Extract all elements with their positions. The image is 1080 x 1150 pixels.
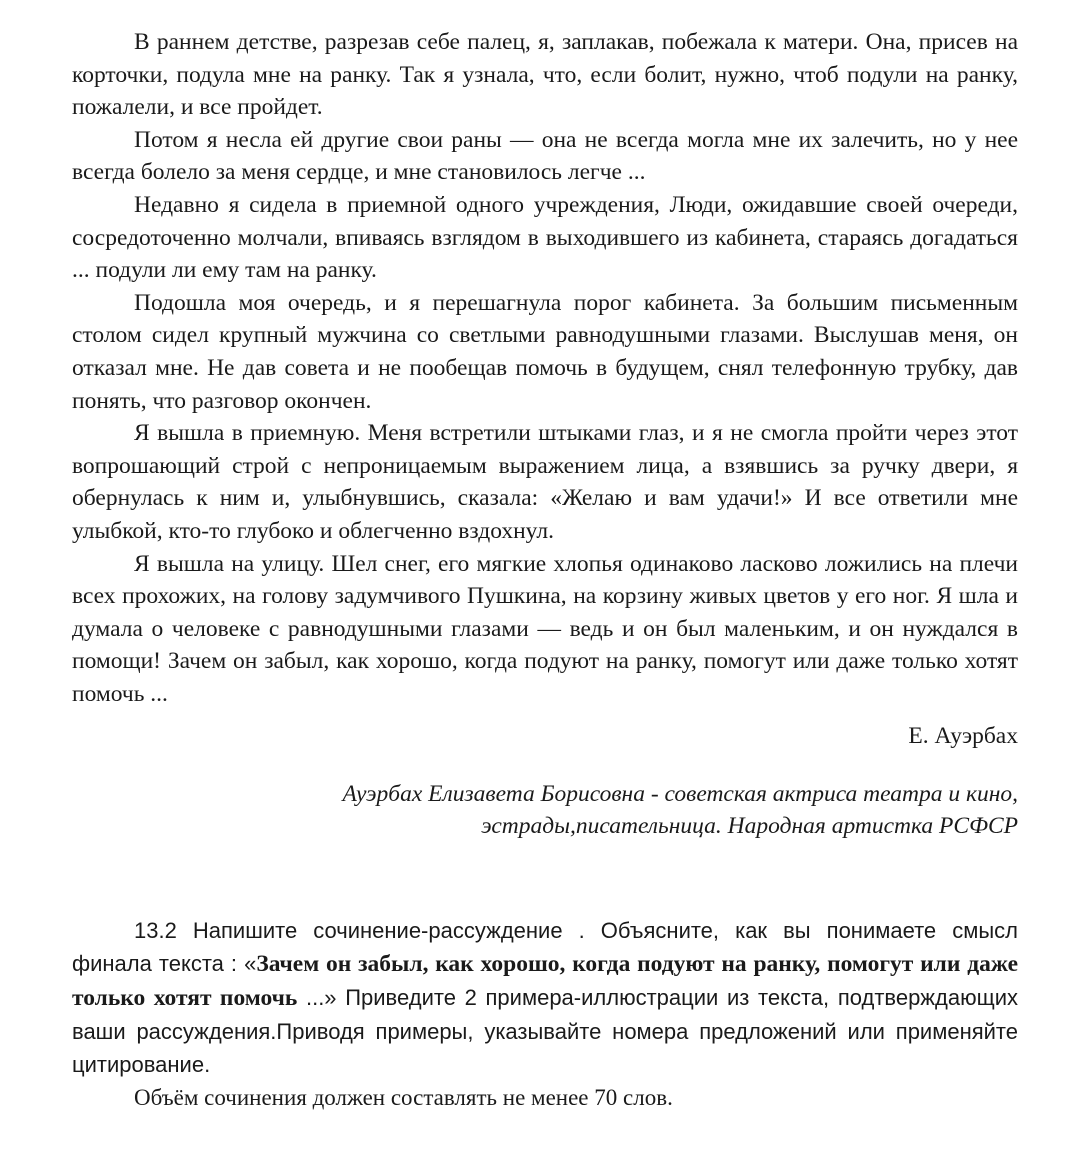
task-intro: 13.2 Напишите сочинение-рассуждение . Объясните, как вы понимаете смысл финала текста : « (72, 918, 1018, 977)
task-quote: Зачем он забыл, как хорошо, когда подуют на ранку, помогут или даже только хотят помочь (72, 951, 1018, 1012)
story-paragraph-4: Подошла моя очередь, и я перешагнула порог кабинета. За большим письменным столом сидел крупный мужчина со светлыми равнодушными глазами. Выслушав меня, он отказал мне. Не дав совета и не пообещав помочь в будущем, снял телефонную трубку, дав понять, что разговор окончен. (72, 289, 1018, 414)
document-page (72, 26, 1018, 1114)
story-paragraph-3: Недавно я сидела в приемной одного учреждения, Люди, ожидавшие своей очереди, сосредоточенно молчали, впиваясь взглядом в выходившего из кабинета, стараясь догадаться ... подули ли ему там на ранку. (72, 191, 1018, 284)
task-section (72, 914, 1018, 1114)
story-paragraph-2: Потом я несла ей другие свои раны — она не всегда могла мне их залечить, но у нее всегда болело за меня сердце, и мне становилось легче ... (72, 126, 1018, 186)
story-paragraph-5: Я вышла в приемную. Меня встретили штыками глаз, и я не смогла пройти через этот вопрошающий строй с непроницаемым выражением лица, а взявшись за ручку двери, я обернулась к ним и, улыбнувшись, сказала: «Желаю и вам удачи!» И все ответили мне улыбкой, кто-то глубоко и облегченно вздохнул. (72, 420, 1018, 544)
author-signature: Е. Ауэрбах (908, 723, 1018, 750)
task-outro: ...» Приведите 2 примера-иллюстрации из текста, подтверждающих ваши рассуждения.Приводя примеры, указывайте номера предложений или применяйте цитирование. (72, 985, 1018, 1078)
story-text (72, 26, 1018, 710)
story-paragraph-6: Я вышла на улицу. Шел снег, его мягкие хлопья одинаково ласково ложились на плечи всех прохожих, на голову задумчивого Пушкина, на корзину живых цветов у его ног. Я шла и думала о человеке с равнодушными глазами — ведь и он был маленьким, и он нуждался в помощи! Зачем он забыл, как хорошо, когда подуют на ранку, помогут или даже только хотят помочь ... (72, 550, 1018, 707)
story-paragraph-1: В раннем детстве, разрезав себе палец, я, заплакав, побежала к матери. Она, присев на корточки, подула мне на ранку. Так я узнала, что, если болит, нужно, чтоб подули на ранку, пожалели, и все пройдет. (72, 29, 1018, 121)
author-bio-line-2: эстрады,писательница. Народная артистка РСФСР (481, 813, 1018, 840)
author-bio (72, 778, 1018, 842)
task-volume: Объём сочинения должен составлять не менее 70 слов. (134, 1085, 673, 1111)
task-instructions (72, 914, 1018, 1081)
author-bio-line-1: Ауэрбах Елизавета Борисовна - советская актриса театра и кино, (342, 781, 1018, 808)
